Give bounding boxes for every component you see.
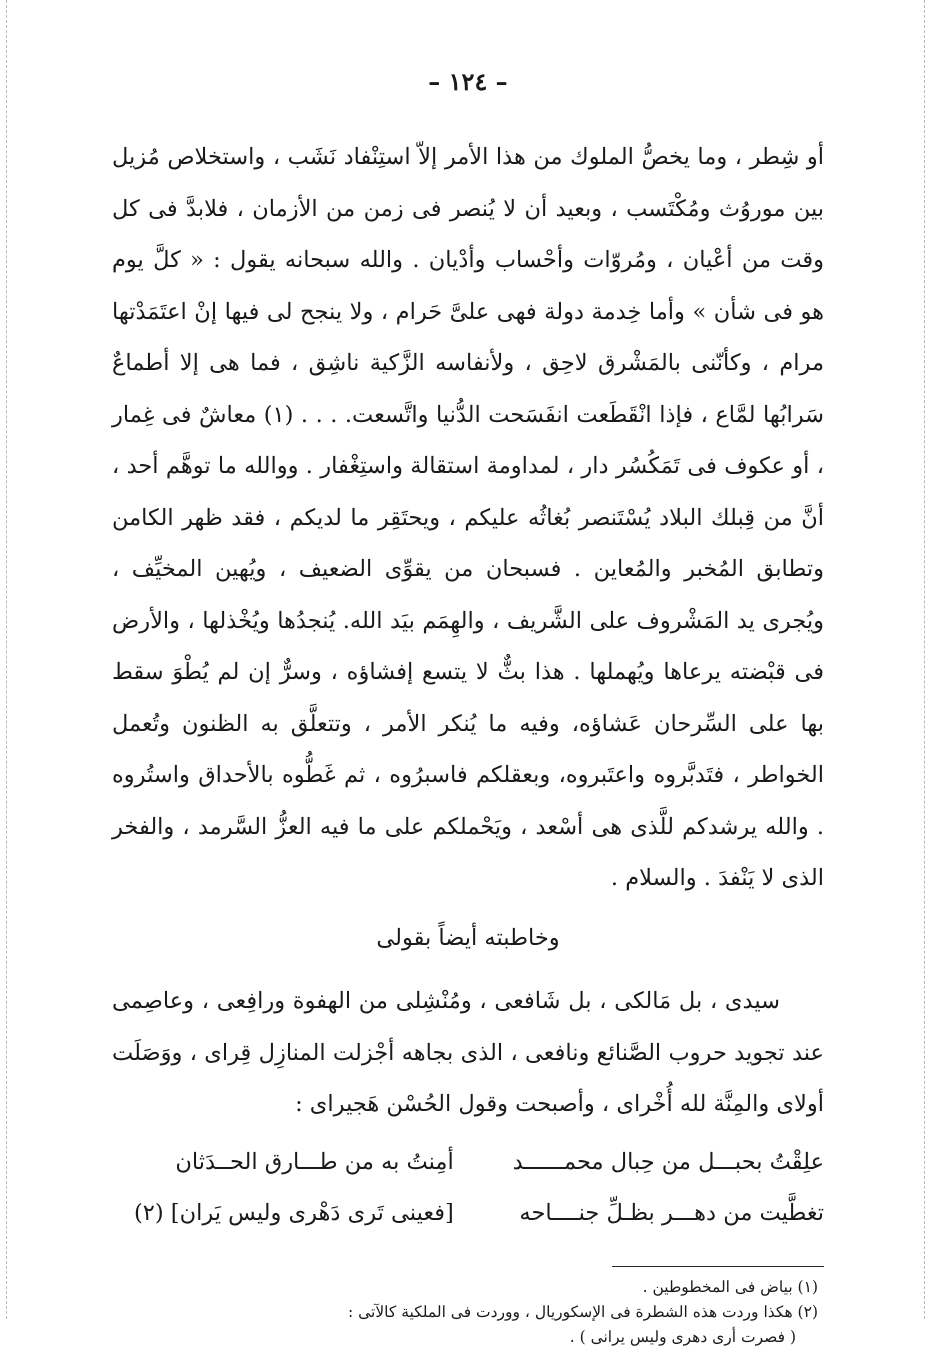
verse-second-hemistich: [فعينى تَرى دَهْرى وليس يَران] (٢) bbox=[133, 1200, 454, 1226]
footnote-1: (١) بياض فى المخطوطين . bbox=[642, 1277, 818, 1296]
paragraph-2: سيدى ، بل مَالكى ، بل شَافعى ، ومُنْشِلى من الهفوة ورافِعى ، وعاصِمى عند تجويد حروب الصَّنائع ونافعى ، الذى بجاهه أجْزلت المنازِل قِراى ، ووَصَلَت أولاى والمِنَّة لله أُخْراى ، وأصبحت وقول الحُسْن هَجيراى : bbox=[112, 988, 824, 1117]
section-heading: وخاطبته أيضاً بقولى bbox=[376, 924, 560, 951]
page-number: – ١٢٤ – bbox=[428, 67, 508, 96]
poem-verses bbox=[112, 1137, 824, 1240]
verse-line bbox=[112, 1188, 824, 1240]
footnote-2: (٢) هكذا وردت هذه الشطرة فى الإسكوريال ، ووردت فى الملكية كالآتى : bbox=[347, 1302, 818, 1321]
verse-line bbox=[112, 1137, 824, 1189]
footnote-2-variant: ( فصرت أرى دهرى وليس يرانى ) . bbox=[569, 1327, 796, 1346]
verse-first-hemistich: تغطَّيت من دهـــر بظـلِّ جنــــاحه bbox=[519, 1200, 824, 1226]
verse-second-hemistich: أمِنتُ به من طـــارق الحــدَثان bbox=[175, 1148, 454, 1175]
verse-first-hemistich: علِقْتُ بحبـــل من حِبال محمــــــد bbox=[512, 1148, 824, 1175]
footnote-divider bbox=[612, 1266, 824, 1267]
paragraph-1: أو شِطر ، وما يخصُّ الملوك من هذا الأمر إلاّ استِنْفاد نَشَب ، واستخلاص مُزيل بين موروُث ومُكْتَسب ، وبعيد أن لا يُنصر فى زمن من الأزمان ، فلابدَّ فى كل وقت من أعْيان ، ومُروّات وأحْساب وأدْيان . والله سبحانه يقول : « كلَّ يوم هو فى شأن » وأما خِدمة دولة فهى علىَّ حَرام ، ولا ينجح لى فيها إنْ اعتَمَدْتها مرام ، وكأنّنى بالمَشْرق لاحِق ، ولأنفاسه الزَّكية ناشِق ، فما هى إلا أطماعٌ سَرابُها لمَّاع ، فإذا انْقَطَعت انفَسَحت الدُّنيا واتَّسعت. . . . (١) معاشٌ فى غِمار ، أو عكوف فى تَمَكُسُر دار ، لمداومة استقالة واستِغْفار . ووالله ما توهَّم أحد ، أنَّ من قِبلك البلاد يُسْتَنصر بُغاثُه عليكم ، ويحتَقِر ما لديكم ، فقد ظهر الكامن وتطابق المُخبر والمُعاين . فسبحان من يقوِّى الضعيف ، ويُهين المخيِّف ، ويُجرى يد المَشْروف على الشَّريف ، والهِمَم بيَد الله. يُنجدُها ويُخْذلها ، والأرض فى قبْضته يرعاها ويُهملها . هذا بثٌّ لا يتسع إفشاؤه ، وسرٌّ إن لم يُطْوَ سقط بها على السِّرحان عَشاؤه، وفيه ما يُنكر الأمر ، وتتعلَّق به الظنون وتُعمل الخواطر ، فتَدبَّروه واعتَبروه، وبعقلكم فاسبرُوه ، ثم غَطُّوه بالأحداق واستُروه . والله يرشدكم للَّذى هى أسْعد ، ويَحْملكم على ما فيه العزُّ السَّرمد ، والفخر الذى لا يَنْفدَ . والسلام . bbox=[112, 144, 825, 891]
left-dashed-margin bbox=[6, 0, 7, 1319]
footnotes bbox=[112, 1275, 818, 1350]
book-page bbox=[112, 60, 824, 1350]
right-dashed-margin bbox=[924, 0, 925, 1319]
